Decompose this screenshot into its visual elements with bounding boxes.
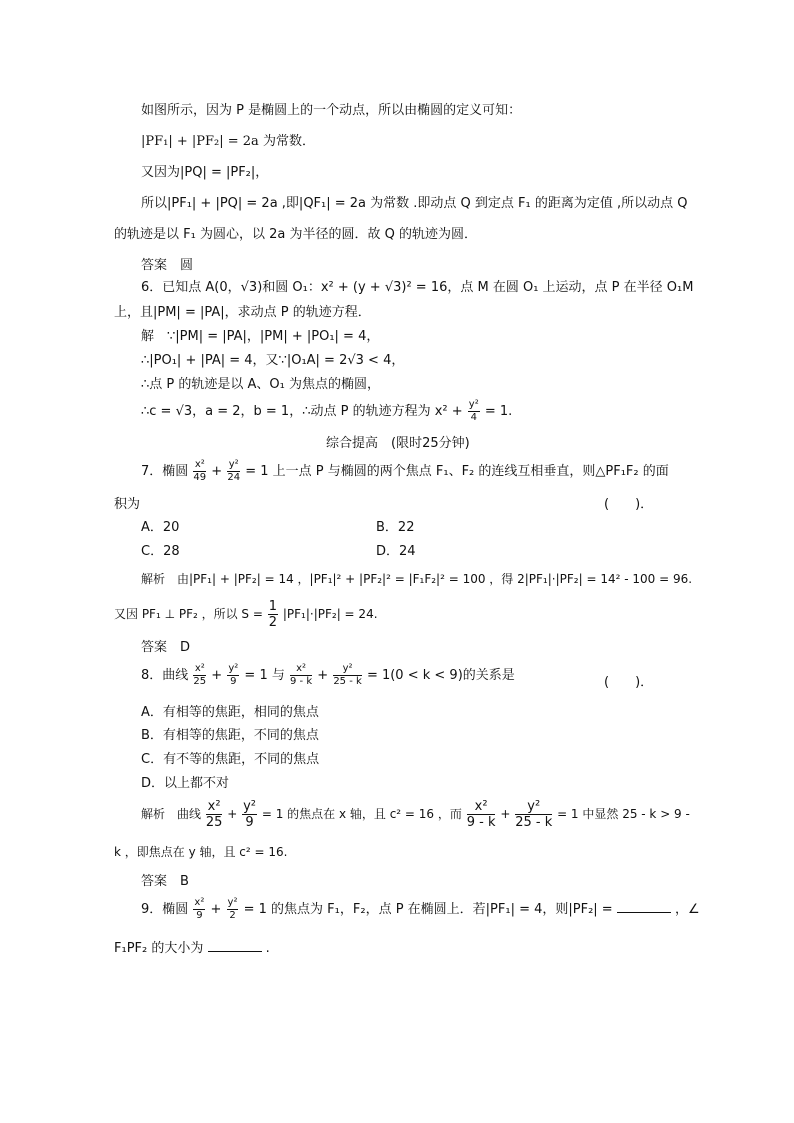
text-segment: 7．椭圆	[141, 464, 189, 479]
option-c: C．28	[141, 544, 180, 559]
denominator: 25	[193, 676, 207, 687]
text-segment: 9．椭圆	[141, 902, 189, 917]
answer-line: 答案 圆	[141, 258, 194, 273]
text-segment: +	[227, 807, 238, 821]
text-segment: = 1 的焦点在 x 轴，且 c² = 16 ，而	[261, 807, 462, 821]
text-segment: +	[210, 902, 222, 917]
solution-line: ∴点 P 的轨迹是以 A、O₁ 为焦点的椭圆，	[141, 377, 380, 392]
text-segment: +	[317, 668, 329, 683]
solution-line	[141, 400, 512, 423]
numerator: y²	[227, 897, 238, 908]
numerator: x²	[207, 799, 221, 814]
option-b: B．有相等的焦距，不同的焦点	[141, 728, 319, 743]
denominator: 2	[268, 615, 278, 630]
question-6: 6．已知点 A(0，√3)和圆 O₁：x² + (y + √3)² = 16，点 M 在圆 O₁ 上运动，点 P 在半径 O₁M	[141, 280, 694, 295]
solution-line: |PF₁| + |PF₂| = 2a 为常数．	[141, 134, 315, 149]
answer-paren: ( )．	[604, 497, 654, 512]
text-segment: = 1 中显然 25 - k > 9 -	[557, 807, 690, 821]
text-segment: +	[211, 464, 223, 479]
question-9	[141, 898, 700, 921]
answer-line: 答案 D	[141, 640, 191, 655]
denominator: 25 - k	[515, 815, 553, 830]
question-9-cont	[114, 941, 270, 955]
option-d: D．24	[376, 544, 416, 559]
question-6-cont: 上，且|PM| = |PA|，求动点 P 的轨迹方程．	[114, 305, 371, 320]
answer-paren: ( )．	[604, 675, 654, 690]
question-8	[141, 664, 515, 687]
fraction	[206, 800, 223, 829]
fraction	[467, 800, 496, 829]
numerator: y²	[228, 459, 239, 470]
option-b: B．22	[376, 520, 415, 535]
solution-line: ∴|PO₁| + |PA| = 4，又∵|O₁A| = 2√3 < 4，	[141, 353, 405, 368]
text-segment: ，∠	[674, 902, 700, 917]
numerator: y²	[333, 664, 361, 676]
text-segment: 8．曲线	[141, 668, 189, 683]
text-segment: F₁PF₂ 的大小为	[114, 941, 204, 956]
option-c: C．有不等的焦距，不同的焦点	[141, 752, 320, 767]
denominator: 24	[227, 472, 241, 483]
denominator: 9	[196, 910, 203, 921]
solution-line: 如图所示，因为 P 是椭圆上的一个动点，所以由椭圆的定义可知：	[141, 103, 522, 118]
question-7-cont: 积为	[114, 497, 141, 512]
numerator: y²	[468, 399, 479, 410]
text-segment: |PF₁|·|PF₂| = 24.	[282, 607, 378, 621]
solution-line: 所以|PF₁| + |PQ| = 2a ,即|QF₁| = 2a 为常数 .即动点 Q 到定点 F₁ 的距离为定值 ,所以动点 Q	[141, 196, 688, 211]
option-a: A．有相等的焦距，相同的焦点	[141, 705, 319, 720]
fraction	[193, 898, 205, 921]
fraction	[193, 460, 206, 483]
denominator: 9 - k	[466, 815, 496, 830]
fraction	[227, 460, 240, 483]
fraction	[468, 400, 480, 423]
text-segment: = 1(0 < k < 9)的关系是	[366, 668, 515, 683]
solution-line	[114, 600, 378, 629]
solution-line: 解析 由|PF₁| + |PF₂| = 14 ，|PF₁|² + |PF₂|² = |F₁F₂|² = 100 ，得 2|PF₁|·|PF₂| = 14² - 100 = 96.	[141, 572, 693, 586]
numerator: 1	[268, 599, 278, 614]
solution-line: 解 ∵|PM| = |PA|，|PM| + |PO₁| = 4，	[141, 329, 380, 344]
text-segment: ∴c = √3，a = 2，b = 1，∴动点 P 的轨迹方程为 x² +	[141, 404, 463, 419]
text-segment: = 1 的焦点为 F₁，F₂，点 P 在椭圆上．若|PF₁| = 4，则|PF₂| =	[243, 902, 613, 917]
denominator: 9	[245, 815, 254, 830]
text-segment: = 1.	[484, 404, 513, 419]
solution-line: 又因为|PQ| = |PF₂|，	[141, 165, 269, 180]
text-segment: +	[500, 807, 511, 821]
fraction	[268, 600, 278, 629]
numerator: x²	[467, 800, 496, 815]
numerator: x²	[194, 663, 205, 674]
numerator: y²	[243, 799, 257, 814]
denominator: 9 - k	[290, 676, 313, 687]
answer-blank	[208, 941, 262, 952]
denominator: 2	[229, 910, 236, 921]
denominator: 49	[193, 472, 207, 483]
solution-line	[141, 800, 690, 829]
numerator: y²	[515, 800, 552, 815]
numerator: x²	[290, 664, 312, 676]
numerator: x²	[194, 897, 205, 908]
solution-line: 的轨迹是以 F₁ 为圆心，以 2a 为半径的圆．故 Q 的轨迹为圆．	[114, 227, 477, 242]
fraction	[227, 898, 239, 921]
text-segment: .	[265, 941, 270, 956]
answer-blank	[617, 902, 671, 913]
answer-line: 答案 B	[141, 874, 189, 889]
section-heading: 综合提高 (限时25分钟)	[326, 436, 470, 451]
text-segment: +	[211, 668, 223, 683]
fraction	[193, 664, 206, 687]
text-segment: = 1 上一点 P 与椭圆的两个焦点 F₁、F₂ 的连线互相垂直，则△PF₁F₂ 的面	[245, 464, 669, 479]
denominator: 25 - k	[333, 676, 362, 687]
option-a: A．20	[141, 520, 180, 535]
denominator: 25	[205, 815, 223, 830]
option-d: D．以上都不对	[141, 776, 230, 791]
denominator: 9	[230, 676, 237, 687]
text-segment: 解析 曲线	[141, 807, 202, 821]
question-7	[141, 460, 669, 483]
fraction	[290, 664, 312, 687]
denominator: 4	[470, 412, 477, 423]
fraction	[242, 800, 257, 829]
fraction	[515, 800, 552, 829]
fraction	[333, 664, 361, 687]
solution-line: k ，即焦点在 y 轴，且 c² = 16.	[114, 845, 288, 859]
text-segment: 又因 PF₁ ⊥ PF₂ ，所以 S =	[114, 607, 263, 621]
numerator: x²	[194, 459, 205, 470]
numerator: y²	[228, 663, 239, 674]
text-segment: = 1 与	[244, 668, 285, 683]
fraction	[227, 664, 239, 687]
